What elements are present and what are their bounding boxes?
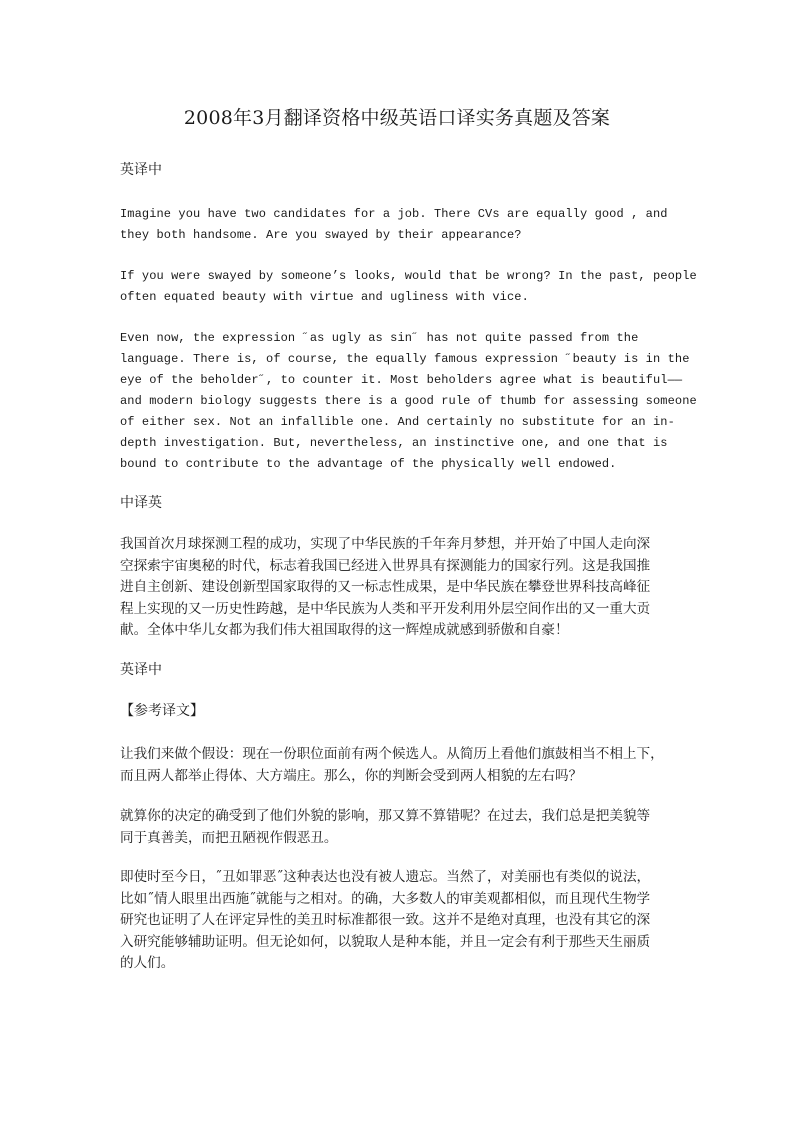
text-line: 比如˝情人眼里出西施˝就能与之相对。的确，大多数人的审美观都相似，而且现代生物学 <box>120 890 651 907</box>
text-line: often equated beauty with virtue and ugliness with vice. <box>120 290 529 304</box>
ref-paragraph-2 <box>120 806 680 849</box>
text-line: 进自主创新、建设创新型国家取得的又一标志性成果，是中华民族在攀登世界科技高峰征 <box>120 579 651 595</box>
text-line: 程上实现的又一历史性跨越，是中华民族为人类和平开发利用外层空间作出的又一重大贡 <box>120 600 651 617</box>
text-line: 就算你的决定的确受到了他们外貌的影响，那又算不算错呢？在过去，我们总是把美貌等 <box>120 808 651 824</box>
section-heading-zh-en: 中译英 <box>120 495 162 511</box>
text-line: language. There is, of course, the equally famous expression ˝beauty is in the <box>120 352 690 366</box>
en-paragraph-3 <box>120 328 697 475</box>
reference-label: 【参考译文】 <box>120 703 204 719</box>
en-paragraph-1 <box>120 204 680 246</box>
text-line: and modern biology suggests there is a good rule of thumb for assessing someone <box>120 394 697 408</box>
text-line: 我国首次月球探测工程的成功，实现了中华民族的千年奔月梦想，并开始了中国人走向深 <box>120 536 651 552</box>
text-line: Imagine you have two candidates for a job. There CVs are equally good , and <box>120 207 668 221</box>
en-paragraph-2 <box>120 266 697 308</box>
ref-paragraph-1 <box>120 744 680 787</box>
text-line: 献。全体中华儿女都为我们伟大祖国取得的这一辉煌成就感到骄傲和自豪！ <box>120 622 569 638</box>
section-heading-en-zh-2: 英译中 <box>120 662 162 678</box>
text-line: bound to contribute to the advantage of the physically well endowed. <box>120 457 617 471</box>
text-line: 空探索宇宙奥秘的时代，标志着我国已经进入世界具有探测能力的国家行列。这是我国推 <box>120 557 651 574</box>
zh-paragraph <box>120 534 680 642</box>
text-line: eye of the beholder˝, to counter it. Most beholders agree what is beautiful—— <box>120 373 683 387</box>
text-line: 让我们来做个假设：现在一份职位面前有两个候选人。从简历上看他们旗鼓相当不相上下， <box>120 746 664 762</box>
text-line: If you were swayed by someone’s looks, would that be wrong? In the past, people <box>120 269 697 283</box>
text-line: of either sex. Not an infallible one. And certainly no substitute for an in- <box>120 415 675 429</box>
section-heading-en-zh-1: 英译中 <box>120 162 162 178</box>
text-line: 即使时至今日，˝丑如罪恶˝这种表达也没有被人遗忘。当然了，对美丽也有类似的说法， <box>120 869 651 885</box>
text-line: 入研究能够辅助证明。但无论如何，以貌取人是种本能，并且一定会有利于那些天生丽质 <box>120 933 651 950</box>
text-line: 而且两人都举止得体、大方端庄。那么，你的判断会受到两人相貌的左右吗？ <box>120 767 583 784</box>
text-line: 的人们。 <box>120 955 175 971</box>
text-line: they both handsome. Are you swayed by their appearance? <box>120 228 522 242</box>
text-line: Even now, the expression ˝as ugly as sin˝ has not quite passed from the <box>120 331 639 345</box>
page-title: 2008年3月翻译资格中级英语口译实务真题及答案 <box>183 107 611 129</box>
text-line: depth investigation. But, nevertheless, an instinctive one, and one that is <box>120 436 668 450</box>
text-line: 同于真善美，而把丑陋视作假恶丑。 <box>120 829 338 846</box>
ref-paragraph-3 <box>120 867 680 975</box>
text-line: 研究也证明了人在评定异性的美丑时标准都很一致。这并不是绝对真理，也没有其它的深 <box>120 912 651 928</box>
